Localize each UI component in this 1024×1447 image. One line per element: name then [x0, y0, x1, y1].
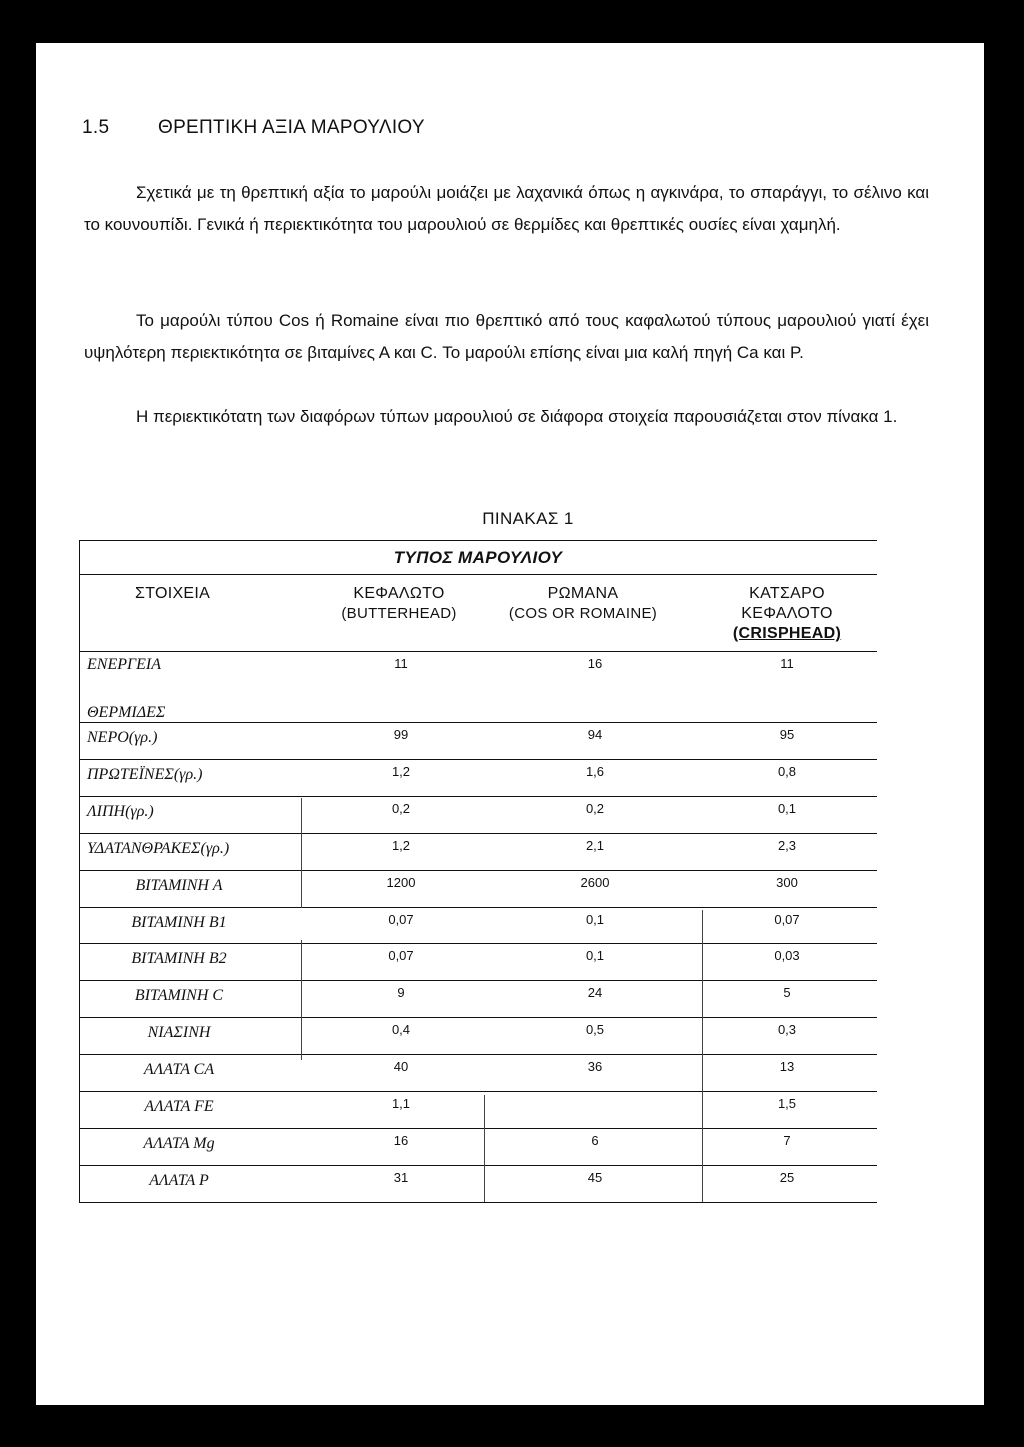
row-label: ΑΛΑΤΑ FE [144, 1098, 214, 1115]
table-border-top [79, 540, 877, 541]
cell-romaine: 2600 [580, 875, 610, 890]
row-label: ΥΔΑΤΑΝΘΡΑΚΕΣ(γρ.) [87, 840, 230, 857]
row-label: ΒΙΤΑΜΙΝΗ Β2 [131, 950, 227, 967]
table-row [79, 944, 877, 981]
cell-crisphead: 25 [779, 1170, 795, 1185]
row-label: ΝΙΑΣΙΝΗ [147, 1024, 211, 1041]
cell-romaine: 16 [587, 656, 603, 671]
table-row [79, 797, 877, 834]
row-sublabel: ΘΕΡΜΙΔΕΣ [87, 704, 166, 721]
cell-crisphead: 0,07 [774, 912, 800, 927]
cell-butterhead: 0,07 [388, 948, 414, 963]
cell-butterhead: 1,2 [391, 838, 411, 853]
table-title: ΠΙΝΑΚΑΣ 1 [482, 509, 574, 528]
cell-romaine: 36 [587, 1059, 603, 1074]
cell-romaine: 45 [587, 1170, 603, 1185]
cell-crisphead: 95 [779, 727, 795, 742]
cell-butterhead: 11 [394, 656, 408, 671]
cell-butterhead: 0,2 [391, 801, 411, 816]
row-label: ΑΛΑΤΑ CA [143, 1061, 215, 1078]
table-border-left [79, 540, 80, 1202]
section-number: 1.5 [82, 117, 110, 138]
nutrition-table [79, 540, 877, 1202]
row-label: ΠΡΩΤΕΪΝΕΣ(γρ.) [87, 766, 203, 783]
cell-butterhead: 9 [397, 985, 405, 1000]
cell-butterhead: 1,2 [391, 764, 411, 779]
table-row [79, 908, 877, 945]
cell-butterhead: 16 [393, 1133, 409, 1148]
section-heading [82, 117, 425, 139]
cell-romaine: 24 [587, 985, 603, 1000]
table-row [79, 1129, 877, 1166]
cell-crisphead: 2,3 [777, 838, 797, 853]
cell-crisphead: 0,8 [777, 764, 797, 779]
cell-butterhead: 31 [393, 1170, 409, 1185]
cell-romaine: 6 [591, 1133, 599, 1148]
cell-romaine: 0,5 [585, 1022, 605, 1037]
table-row-energy [79, 652, 877, 722]
section-title: ΘΡΕΠΤΙΚΗ ΑΞΙΑ ΜΑΡΟΥΛΙΟΥ [158, 117, 425, 138]
row-label: ΑΛΑΤΑ Mg [143, 1135, 215, 1152]
cell-crisphead: 13 [779, 1059, 795, 1074]
table-caption-rule [79, 574, 877, 575]
cell-butterhead: 40 [393, 1059, 409, 1074]
cell-crisphead: 5 [783, 985, 791, 1000]
cell-butterhead: 1200 [386, 875, 416, 890]
cell-crisphead: 0,03 [774, 948, 800, 963]
cell-crisphead: 0,1 [777, 801, 797, 816]
row-label: ΑΛΑΤΑ P [149, 1172, 209, 1189]
cell-romaine: 2,1 [585, 838, 605, 853]
cell-romaine: 0,1 [585, 948, 605, 963]
document-page [36, 43, 984, 1405]
paragraph-1: Σχετικά με τη θρεπτική αξία το μαρούλι μοιάζει με λαχανικά όπως η αγκινάρα, το σπαράγγι, το σέλινο και το κουνουπίδι. Γενικά ή περιεκτικότητα του μαρουλιού σε θερμίδες και θρεπτικές ουσίες είναι χαμηλή. [84, 183, 929, 234]
column-divider [702, 910, 703, 1202]
table-border-bottom [79, 1202, 877, 1203]
paragraph-3: Η περιεκτικότατη των διαφόρων τύπων μαρουλιού σε διάφορα στοιχεία παρουσιάζεται στον πίνακα 1. [136, 407, 898, 426]
cell-romaine: 0,2 [585, 801, 605, 816]
row-label: ΛΙΠΗ(γρ.) [87, 803, 154, 820]
table-row [79, 1092, 877, 1129]
cell-crisphead: 0,3 [777, 1022, 797, 1037]
column-divider [301, 798, 302, 908]
table-row [79, 834, 877, 871]
column-divider [301, 940, 302, 1060]
cell-crisphead: 11 [780, 656, 794, 671]
cell-crisphead: 7 [783, 1133, 791, 1148]
column-header-butterhead: ΚΕΦΑΛΩΤΟ (BUTTERHEAD) [341, 585, 457, 622]
cell-butterhead: 1,1 [391, 1096, 411, 1111]
row-label: ΒΙΤΑΜΙΝΗ Α [135, 877, 223, 894]
row-label: ΒΙΤΑΜΙΝΗ C [134, 987, 224, 1004]
column-header-elements: ΣΤΟΙΧΕΙΑ [135, 585, 211, 602]
cell-crisphead: 300 [776, 875, 798, 890]
table-row [79, 1166, 877, 1203]
table-type-caption: ΤΥΠΟΣ ΜΑΡΟΥΛΙΟΥ [393, 548, 563, 567]
cell-butterhead: 99 [393, 727, 409, 742]
table-row [79, 1018, 877, 1055]
row-label: ΕΝΕΡΓΕΙΑ [87, 656, 161, 673]
cell-butterhead: 0,4 [391, 1022, 411, 1037]
cell-romaine: 94 [587, 727, 603, 742]
column-header-crisphead: ΚΑΤΣΑΡΟ ΚΕΦΑΛΟΤΟ (CRISPHEAD) [732, 585, 842, 642]
column-header-romaine: ΡΩΜΑΝΑ (COS OR ROMAINE) [508, 585, 658, 622]
table-row [79, 871, 877, 908]
cell-romaine: 0,1 [585, 912, 605, 927]
cell-crisphead: 1,5 [777, 1096, 797, 1111]
column-divider [484, 1095, 485, 1202]
row-label: ΝΕΡΟ(γρ.) [87, 729, 158, 746]
cell-romaine: 1,6 [585, 764, 605, 779]
paragraph-2: Το μαρούλι τύπου Cos ή Romaine είναι πιο θρεπτικό από τους καφαλωτού τύπους μαρουλιού γιατί έχει υψηλότερη περιεκτικότητα σε βιταμίνες Α και C. Το μαρούλι επίσης είναι μια καλή πηγή Ca και P. [84, 311, 929, 362]
cell-butterhead: 0,07 [388, 912, 414, 927]
table-row [79, 981, 877, 1018]
table-row [79, 723, 877, 760]
table-row [79, 760, 877, 797]
table-row [79, 1055, 877, 1092]
row-label: ΒΙΤΑΜΙΝΗ Β1 [131, 914, 227, 931]
